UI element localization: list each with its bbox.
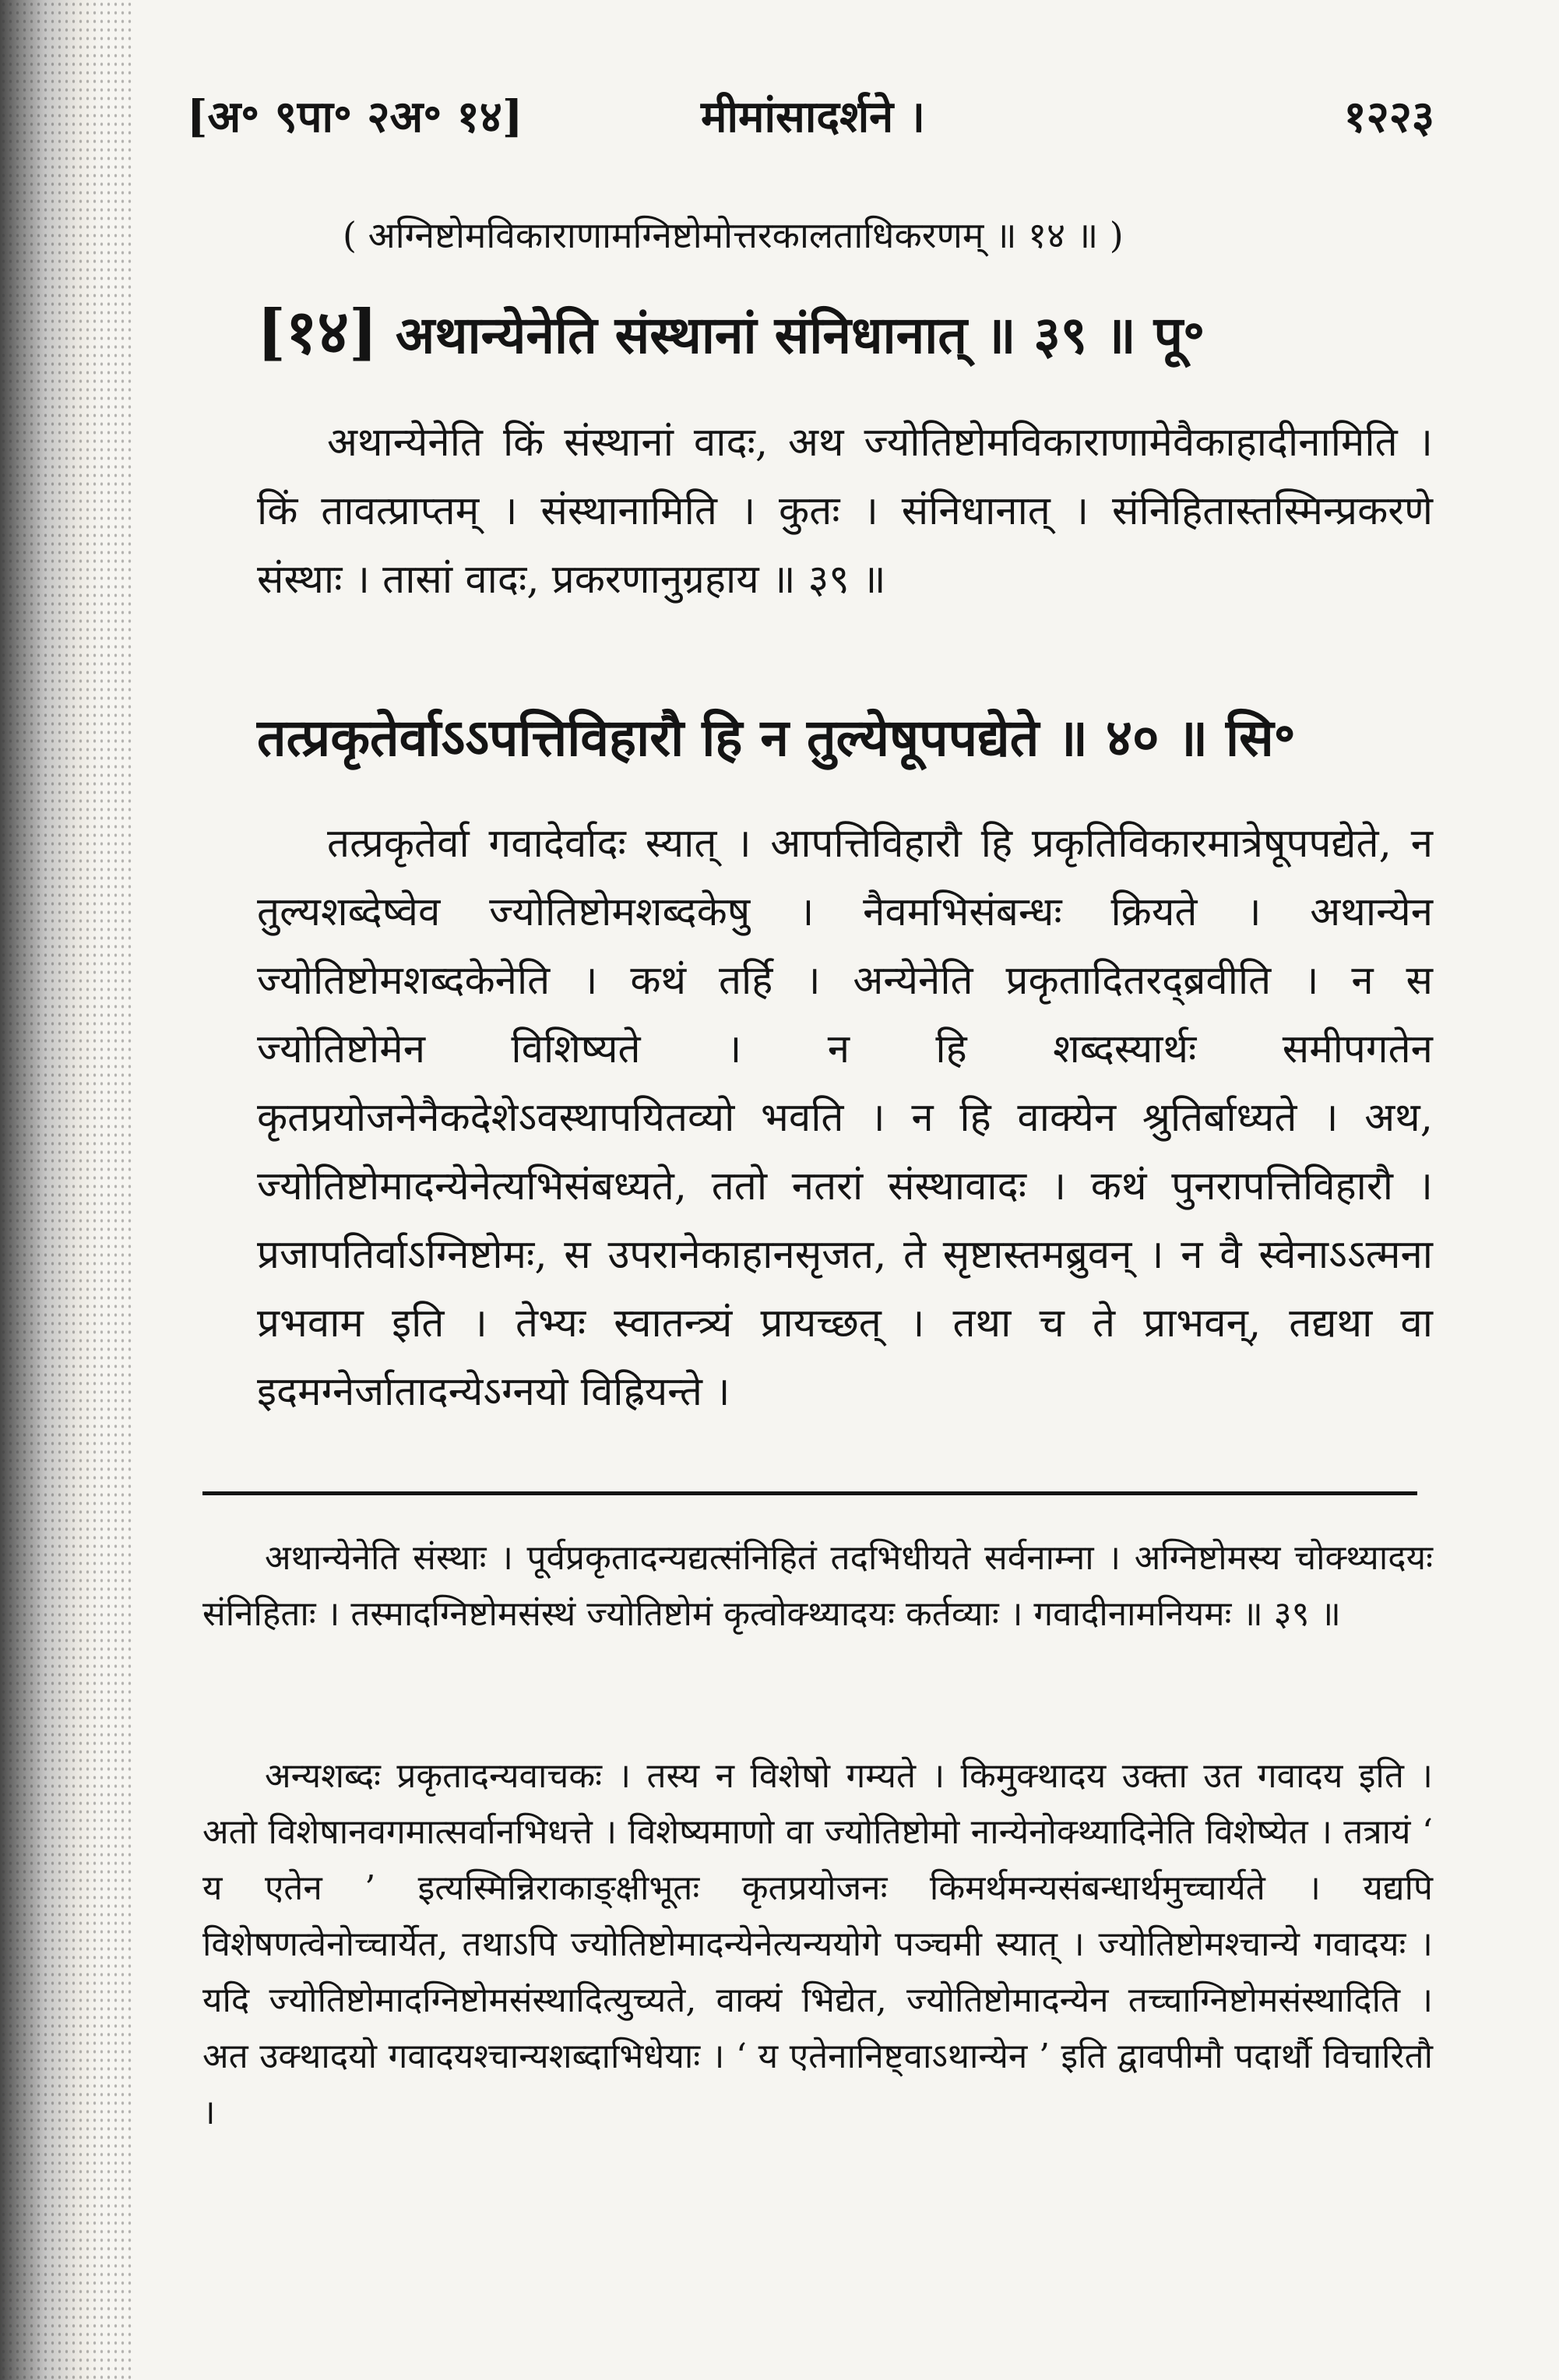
header-chapter-reference: [अ॰ ९पा॰ २अ॰ १४] [187,91,523,143]
commentary-note-39 [202,1530,1433,1642]
sutra-number: [१४] [257,297,378,368]
bhashya-paragraph-39 [257,409,1433,614]
commentary-text: अथान्येनेति संस्थाः । पूर्वप्रकृतादन्यद्यत्संनिहितं तदभिधीयते सर्वनाम्ना । अग्निष्टोमस्य चोक्थ्यादयः संनिहिताः । तस्मादग्निष्टोमसंस्थं ज्योतिष्टोमं कृत्वोक्थ्यादयः कर्तव्याः । गवादीनामनियमः ॥ ३९ ॥ [202,1538,1433,1634]
header-page-number: १२२३ [1343,91,1434,143]
bhashya-text: अथान्येनेति किं संस्थानां वादः, अथ ज्योतिष्टोमविकाराणामेवैकाहादीनामिति । किं तावत्प्राप्तम् । संस्थानामिति । कुतः । संनिधानात् । संनिहितास्तस्मिन्प्रकरणे संस्थाः । तासां वादः, प्रकरणानुग्रहाय ॥ ३९ ॥ [257,420,1433,603]
sutra-heading-40 [257,701,1456,771]
footnote-divider [202,1491,1417,1495]
bhashya-paragraph-40 [257,810,1433,1427]
sutra-text: अथान्येनेति संस्थानां संनिधानात् ॥ ३९ ॥ पू॰ [395,305,1205,365]
sutra-text: तत्प्रकृतेर्वाऽऽपत्तिविहारौ हि न तुल्येषूपपद्येते ॥ ४० ॥ सि॰ [257,707,1296,768]
bhashya-text: तत्प्रकृतेर्वा गवादेर्वादः स्यात् । आपत्तिविहारौ हि प्रकृतिविकारमात्रेषूपपद्येते, न तुल्यशब्देष्वेव ज्योतिष्टोमशब्दकेषु । नैवमभिसंबन्धः क्रियते । अथान्येन ज्योतिष्टोमशब्दकेनेति । कथं तर्हि । अन्येनेति प्रकृतादितरद्ब्रवीति । न स ज्योतिष्टोमेन विशिष्यते । न हि शब्दस्यार्थः समीपगतेन कृतप्रयोजनेनैकदेशेऽवस्थापयितव्यो भवति । न हि वाक्येन श्रुतिर्बाध्यते । अथ, ज्योतिष्टोमादन्येनेत्यभिसंबध्यते, ततो नतरां संस्थावादः । कथं पुनरापत्तिविहारौ । प्रजापतिर्वाऽग्निष्टोमः, स उपरानेकाहानसृजत, ते सृष्टास्तमब्रुवन् । न वै स्वेनाऽऽत्मना प्रभवाम इति । तेभ्यः स्वातन्त्र्यं प्रायच्छत् । तथा च ते प्राभवन्, तद्यथा वा इदमग्नेर्जातादन्येऽग्नयो विह्रियन्ते । [257,821,1433,1415]
header-book-title: मीमांसादर्शने । [701,91,925,143]
sutra-heading-39 [257,288,1456,371]
commentary-note-40 [202,1748,1433,2141]
commentary-text: अन्यशब्दः प्रकृतादन्यवाचकः । तस्य न विशेषो गम्यते । किमुक्थादय उक्ता उत गवादय इति । अतो विशेषानवगमात्सर्वानभिधत्ते । विशेष्यमाणो वा ज्योतिष्टोमो नान्येनोक्थ्यादिनेति विशेष्येत । तत्रायं ‘ य एतेन ’ इत्यस्मिन्निराकाङ्क्षीभूतः कृतप्रयोजनः किमर्थमन्यसंबन्धार्थमुच्चार्यते । यद्यपि विशेषणत्वेनोच्चार्येत, तथाऽपि ज्योतिष्टोमादन्येनेत्यन्ययोगे पञ्चमी स्यात् । ज्योतिष्टोमश्चान्ये गवादयः । यदि ज्योतिष्टोमादग्निष्टोमसंस्थादित्युच्यते, वाक्यं भिद्येत, ज्योतिष्टोमादन्येन तच्चाग्निष्टोमसंस्थादिति । अत उक्थादयो गवादयश्चान्यशब्दाभिधेयाः । ‘ य एतेनानिष्ट्वाऽथान्येन ’ इति द्वावपीमौ पदार्थौ विचारितौ । [202,1756,1433,2132]
adhikarana-title: ( अग्निष्टोमविकाराणामग्निष्टोमोत्तरकालताधिकरणम् ॥ १४ ॥ ) [343,214,1124,256]
